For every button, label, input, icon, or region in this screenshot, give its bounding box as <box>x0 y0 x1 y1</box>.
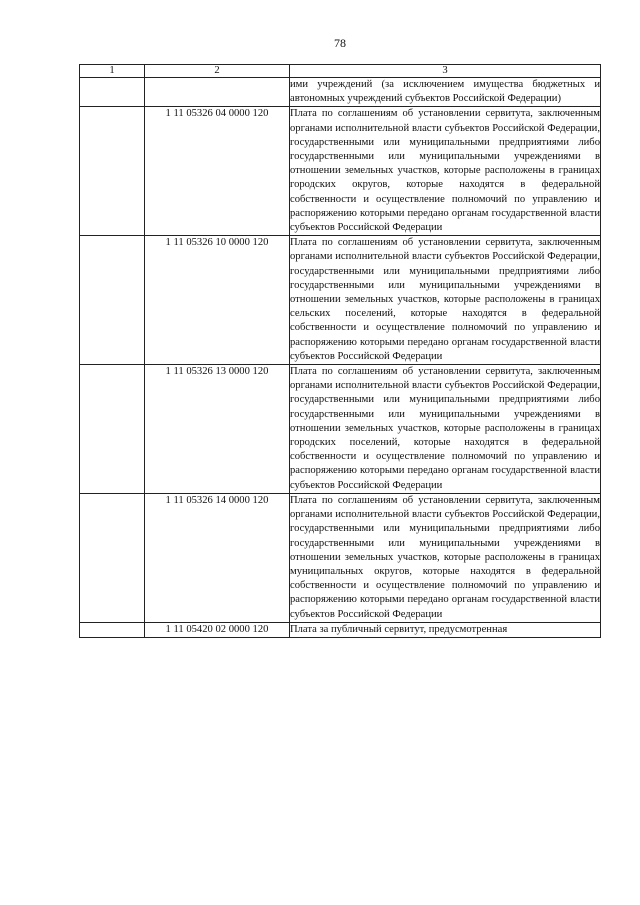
table-row <box>80 493 601 622</box>
income-code-cell: 1 11 05326 10 0000 120 <box>145 236 290 365</box>
description-cell <box>290 365 601 494</box>
table-header-row <box>80 65 601 78</box>
income-code-cell: 1 11 05420 02 0000 120 <box>145 622 290 637</box>
table-row <box>80 78 601 107</box>
row-col1-cell <box>80 493 145 622</box>
income-code-cell: 1 11 05326 04 0000 120 <box>145 107 290 236</box>
row-col1-cell <box>80 365 145 494</box>
income-code-cell: 1 11 05326 13 0000 120 <box>145 365 290 494</box>
table-row <box>80 622 601 637</box>
row-col1-cell <box>80 78 145 107</box>
column-header-3: 3 <box>290 65 601 78</box>
description-cell <box>290 107 601 236</box>
description-text: Плата по соглашениям об установлении сервитута, заключенным органами исполнительной власти субъектов Российской Федерации, государственными или муниципальными предприятиями либо государственными или муниципальными учреждениями в отношении земельных участков, которые расположены в границах муниципальных округов, которые находятся в федеральной собственности и осуществление полномочий по управлению и распоряжению которыми передано органам государственной власти субъектов Российской Федерации <box>290 494 600 620</box>
description-cell <box>290 236 601 365</box>
row-col1-cell <box>80 236 145 365</box>
description-text: ими учреждений (за исключением имущества бюджетных и автономных учреждений субъектов Российской Федерации) <box>290 79 600 105</box>
table-row <box>80 107 601 236</box>
description-cell <box>290 493 601 622</box>
column-header-1: 1 <box>80 65 145 78</box>
page-number: 78 <box>334 36 346 50</box>
description-cell <box>290 78 601 107</box>
income-code-cell <box>145 78 290 107</box>
table-row <box>80 365 601 494</box>
row-col1-cell <box>80 107 145 236</box>
description-text: Плата по соглашениям об установлении сервитута, заключенным органами исполнительной власти субъектов Российской Федерации, государственными или муниципальными предприятиями либо государственными или муниципальными учреждениями в отношении земельных участков, которые расположены в границах сельских поселений, которые находятся в федеральной собственности и осуществление полномочий по управлению и распоряжению которыми передано органам государственной власти субъектов Российской Федерации <box>290 237 600 362</box>
column-header-2: 2 <box>145 65 290 78</box>
description-cell <box>290 622 601 637</box>
budget-codes-table <box>79 64 601 638</box>
description-text: Плата по соглашениям об установлении сервитута, заключенным органами исполнительной власти субъектов Российской Федерации, государственными или муниципальными предприятиями либо государственными или муниципальными учреждениями в отношении земельных участков, которые расположены в границах городских округов, которые находятся в федеральной собственности и осуществление полномочий по управлению и распоряжению которыми передано органам государственной власти субъектов Российской Федерации <box>290 108 600 234</box>
row-col1-cell <box>80 622 145 637</box>
table-row <box>80 236 601 365</box>
description-text: Плата за публичный сервитут, предусмотренная <box>290 623 508 635</box>
description-text: Плата по соглашениям об установлении сервитута, заключенным органами исполнительной власти субъектов Российской Федерации, государственными или муниципальными предприятиями либо государственными или муниципальными учреждениями в отношении земельных участков, которые расположены в границах городских поселений, которые находятся в федеральной собственности и осуществление полномочий по управлению и распоряжению которыми передано органам государственной власти субъектов Российской Федерации <box>290 366 600 491</box>
income-code-cell: 1 11 05326 14 0000 120 <box>145 493 290 622</box>
